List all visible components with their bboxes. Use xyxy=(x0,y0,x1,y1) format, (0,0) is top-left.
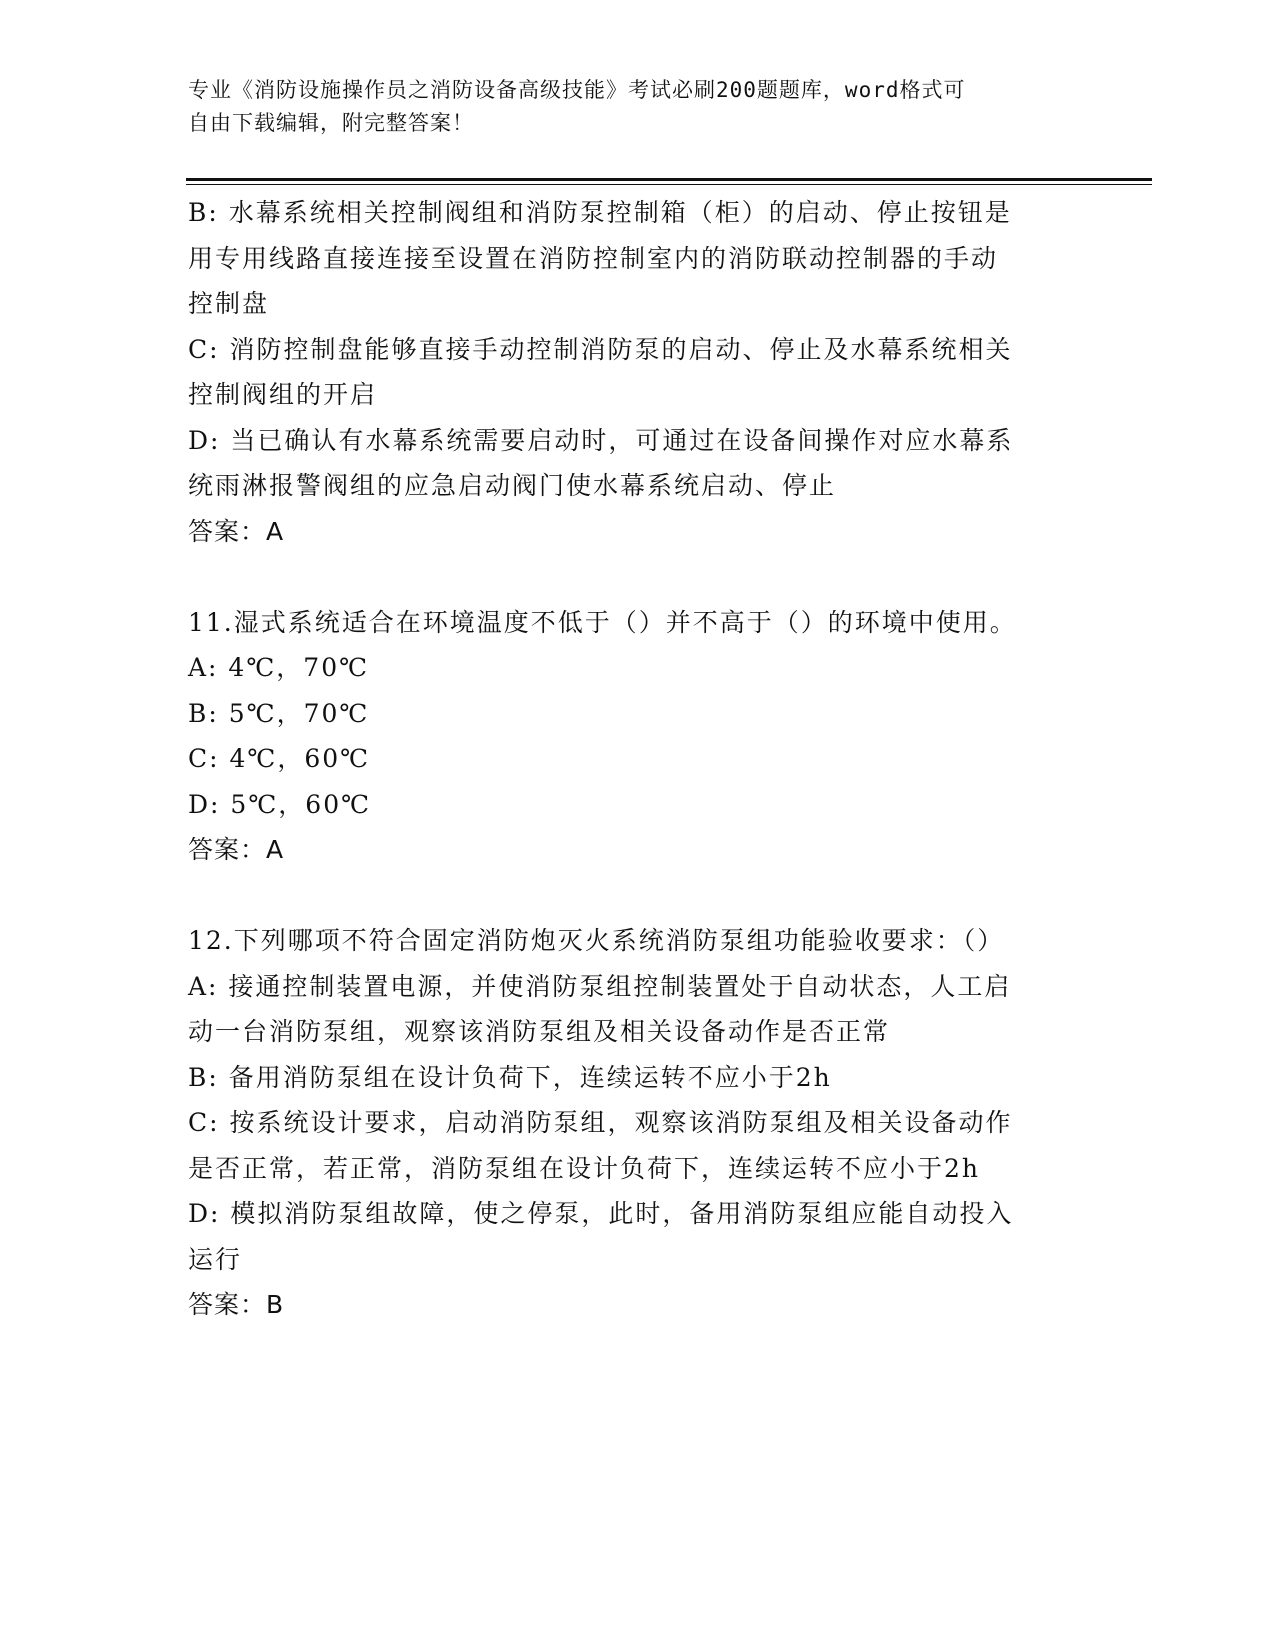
question-12-block xyxy=(188,918,1088,1328)
document-header xyxy=(188,74,1068,140)
option-a-line-1: A: 接通控制装置电源，并使消防泵组控制装置处于自动状态，人工启 xyxy=(188,971,1012,1001)
option-b-line-3: 控制盘 xyxy=(188,289,270,318)
option-d-line-1: D: 当已确认有水幕系统需要启动时，可通过在设备间操作对应水幕系 xyxy=(188,425,1014,455)
header-divider-thin xyxy=(186,184,1152,185)
option-d: D: 5℃，60℃ xyxy=(188,789,372,819)
header-line-2: 自由下载编辑，附完整答案！ xyxy=(188,111,474,135)
option-c-line-1: C: 按系统设计要求，启动消防泵组，观察该消防泵组及相关设备动作 xyxy=(188,1108,1013,1137)
question-stem: 11.湿式系统适合在环境温度不低于（）并不高于（）的环境中使用。 xyxy=(188,607,1017,637)
option-d-line-2: 统雨淋报警阀组的应急启动阀门使水幕系统启动、停止 xyxy=(188,471,837,500)
spacer xyxy=(188,554,1088,600)
option-d-line-1: D: 模拟消防泵组故障，使之停泵，此时，备用消防泵组应能自动投入 xyxy=(188,1199,1014,1228)
question-stem: 12.下列哪项不符合固定消防炮灭火系统消防泵组功能验收要求：（） xyxy=(188,926,1005,955)
answer-text: 答案：A xyxy=(188,835,285,864)
answer-text: 答案：A xyxy=(188,516,285,546)
question-content xyxy=(188,190,1088,1328)
option-b: B: 备用消防泵组在设计负荷下，连续运转不应小于2h xyxy=(188,1062,832,1092)
option-c-line-2: 是否正常，若正常，消防泵组在设计负荷下，连续运转不应小于2h xyxy=(188,1153,981,1183)
option-c-line-2: 控制阀组的开启 xyxy=(188,380,378,409)
option-b-line-2: 用专用线路直接连接至设置在消防控制室内的消防联动控制器的手动 xyxy=(188,243,999,273)
option-b-line-1: B: 水幕系统相关控制阀组和消防泵控制箱（柜）的启动、停止按钮是 xyxy=(188,198,1012,227)
option-c: C: 4℃，60℃ xyxy=(188,744,371,773)
header-divider-thick xyxy=(186,178,1152,181)
option-d-line-2: 运行 xyxy=(188,1244,243,1274)
question-11-block xyxy=(188,600,1088,873)
option-a-line-2: 动一台消防泵组，观察该消防泵组及相关设备动作是否正常 xyxy=(188,1017,891,1046)
prev-question-block xyxy=(188,190,1088,554)
option-b: B: 5℃，70℃ xyxy=(188,698,370,728)
answer-text: 答案：B xyxy=(188,1290,285,1319)
header-line-1: 专业《消防设施操作员之消防设备高级技能》考试必刷200题题库，word格式可 xyxy=(188,78,966,102)
option-c-line-1: C: 消防控制盘能够直接手动控制消防泵的启动、停止及水幕系统相关 xyxy=(188,334,1013,364)
option-a: A: 4℃，70℃ xyxy=(188,653,370,682)
spacer xyxy=(188,873,1088,919)
